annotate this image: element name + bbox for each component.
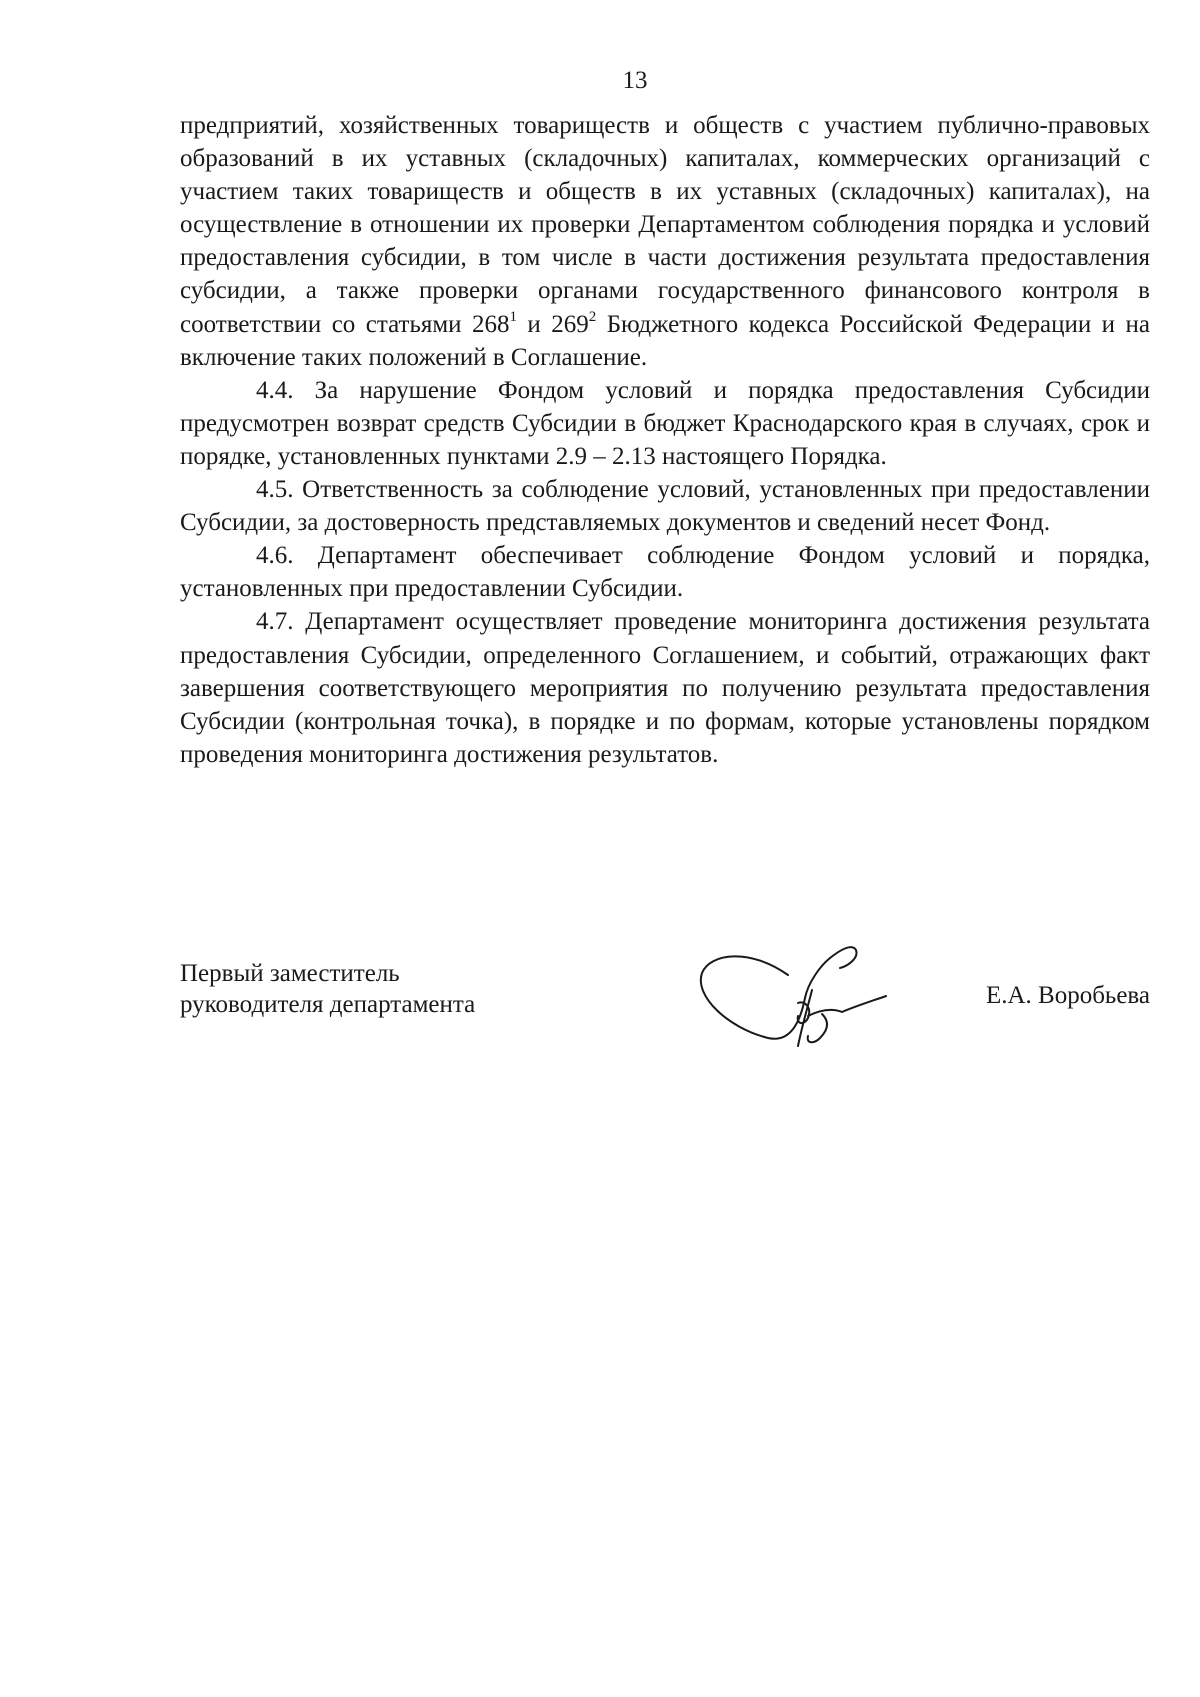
superscript-article-268: 1 bbox=[509, 308, 517, 325]
paragraph-text: Бюджетного кодекса Российской Федерации и на включение таких положений в Соглашение. bbox=[180, 310, 1150, 371]
document-body bbox=[180, 109, 1150, 771]
signer-position-line: Первый заместитель bbox=[180, 960, 400, 987]
paragraph-text: предприятий, хозяйственных товариществ и обществ с участием публично-правовых образований в их уставных (складочных) капиталах, коммерческих организаций с участием таких товариществ и обществ в их уставных (складочных) капиталах), на осуществление в отношении их проверки Департаментом соблюдения порядка и условий предоставления субсидии, в том числе в части достижения результата предоставления субсидии, а также проверки органами государственного финансового контроля в соответствии со статьями 268 bbox=[180, 112, 1150, 338]
handwritten-signature bbox=[680, 928, 910, 1058]
paragraph-text: и 269 bbox=[516, 310, 589, 338]
paragraph-continuation bbox=[180, 109, 1150, 374]
page-number: 13 bbox=[622, 67, 648, 94]
paragraph-4-5: 4.5. Ответственность за соблюдение условий, установленных при предоставлении Субсидии, за достоверность представляемых документов и сведений несет Фонд. bbox=[180, 476, 1150, 537]
superscript-article-269: 2 bbox=[588, 308, 597, 325]
paragraph-4-6: 4.6. Департамент обеспечивает соблюдение Фондом условий и порядка, установленных при предоставлении Субсидии. bbox=[180, 542, 1150, 603]
signer-position bbox=[180, 958, 475, 1020]
paragraph-4-4: 4.4. За нарушение Фондом условий и порядка предоставления Субсидии предусмотрен возврат средств Субсидии в бюджет Краснодарского края в случаях, срок и порядке, установленных пунктами 2.9 – 2.13 настоящего Порядка. bbox=[180, 376, 1150, 470]
paragraph-4-7: 4.7. Департамент осуществляет проведение мониторинга достижения результата предоставления Субсидии, определенного Соглашением, и событий, отражающих факт завершения соответствующего мероприятия по получению результата предоставления Субсидии (контрольная точка), в порядке и по формам, которые установлены порядком проведения мониторинга достижения результатов. bbox=[180, 608, 1150, 768]
signature-block bbox=[180, 958, 1150, 1068]
signer-name: Е.А. Воробьева bbox=[985, 982, 1150, 1009]
signer-position-line: руководителя департамента bbox=[180, 991, 476, 1018]
